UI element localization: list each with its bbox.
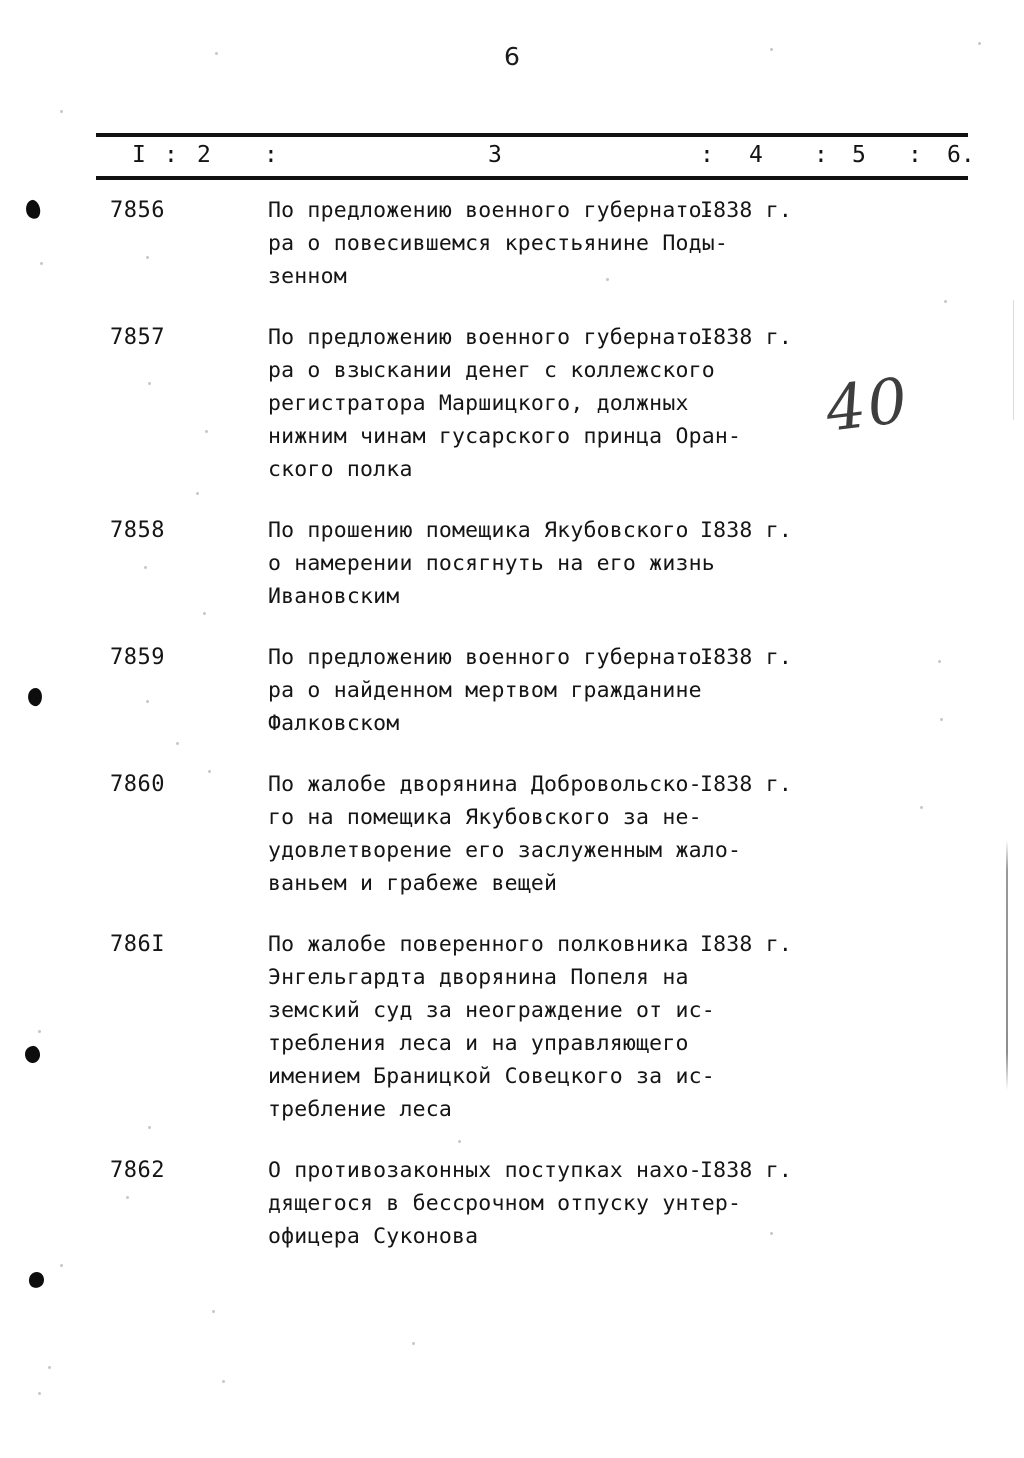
column-header-4: 4 xyxy=(749,142,763,168)
record-text: ваньем и грабеже вещей xyxy=(268,871,558,896)
record-text: О противозаконных поступках нахо- xyxy=(268,1158,702,1183)
record-text-line xyxy=(268,805,828,838)
record-entry xyxy=(0,198,1024,297)
record-description xyxy=(268,932,828,1130)
record-text: Ивановским xyxy=(268,584,400,609)
record-year: I838 г. xyxy=(700,772,793,797)
record-text-line xyxy=(268,932,828,965)
record-text: ра о взыскании денег с коллежского xyxy=(268,358,715,383)
record-text: ра о повесившемся крестьянине Поды- xyxy=(268,231,729,256)
record-text-line xyxy=(268,1031,828,1064)
record-text: удовлетворение его заслуженным жало- xyxy=(268,838,742,863)
record-year: I838 г. xyxy=(700,198,793,223)
record-description xyxy=(268,518,828,617)
record-number: 7857 xyxy=(110,325,165,350)
scan-speckle xyxy=(212,1310,215,1313)
record-text-line xyxy=(268,358,828,391)
record-description xyxy=(268,325,828,490)
column-separator-4: : xyxy=(814,142,828,168)
record-entry xyxy=(0,772,1024,904)
record-year: I838 г. xyxy=(700,932,793,957)
record-list xyxy=(0,198,1024,1285)
record-text: офицера Суконова xyxy=(268,1224,479,1249)
record-text: По прошению помещика Якубовского xyxy=(268,518,689,543)
record-number: 7856 xyxy=(110,198,165,223)
record-text: регистратора Маршицкого, должных xyxy=(268,391,689,416)
scan-speckle xyxy=(412,1342,415,1345)
record-text: Фалковском xyxy=(268,711,400,736)
record-text: дящегося в бессрочном отпуску унтер- xyxy=(268,1191,742,1216)
scan-speckle xyxy=(60,110,63,113)
record-year: I838 г. xyxy=(700,1158,793,1183)
column-header-3: 3 xyxy=(488,142,502,168)
record-text-line xyxy=(268,198,828,231)
record-text-line xyxy=(268,711,828,744)
record-text: го на помещика Якубовского за не- xyxy=(268,805,702,830)
column-header-6: 6. xyxy=(947,142,975,168)
record-number: 786I xyxy=(110,932,165,957)
header-rule-bottom xyxy=(96,176,968,180)
column-separator-3: : xyxy=(700,142,714,168)
handwritten-folio-annotation: 40 xyxy=(821,363,914,446)
record-text: имением Браницкой Совецкого за ис- xyxy=(268,1064,715,1089)
record-entry xyxy=(0,645,1024,744)
record-text: По жалобе дворянина Добровольско- xyxy=(268,772,702,797)
record-text-line xyxy=(268,678,828,711)
scan-speckle xyxy=(38,1392,41,1395)
header-rule-top xyxy=(96,133,968,137)
column-header-2: 2 xyxy=(197,142,211,168)
record-text-line xyxy=(268,1224,828,1257)
record-text-line xyxy=(268,1191,828,1224)
record-text: По предложению военного губернато- xyxy=(268,325,715,350)
record-text-line xyxy=(268,1097,828,1130)
record-description xyxy=(268,772,828,904)
record-year: I838 г. xyxy=(700,518,793,543)
record-text: нижним чинам гусарского принца Оран- xyxy=(268,424,742,449)
record-text-line xyxy=(268,584,828,617)
record-text-line xyxy=(268,264,828,297)
column-header-1: I xyxy=(132,142,146,168)
record-text-line xyxy=(268,772,828,805)
column-separator-2: : xyxy=(264,142,278,168)
column-separator-5: : xyxy=(908,142,922,168)
record-text-line xyxy=(268,551,828,584)
record-text-line xyxy=(268,1158,828,1191)
record-text: По жалобе поверенного полковника xyxy=(268,932,689,957)
record-text-line xyxy=(268,1064,828,1097)
column-header-row xyxy=(96,142,975,174)
record-text: ра о найденном мертвом гражданине xyxy=(268,678,702,703)
record-number: 7862 xyxy=(110,1158,165,1183)
record-text: земский суд за неограждение от ис- xyxy=(268,998,715,1023)
record-text: По предложению военного губернато- xyxy=(268,198,715,223)
record-text-line xyxy=(268,325,828,358)
record-text: требления леса и на управляющего xyxy=(268,1031,689,1056)
record-text-line xyxy=(268,965,828,998)
column-header-5: 5 xyxy=(852,142,866,168)
record-text-line xyxy=(268,457,828,490)
record-text: о намерении посягнуть на его жизнь xyxy=(268,551,715,576)
record-text-line xyxy=(268,424,828,457)
record-entry xyxy=(0,932,1024,1130)
column-separator-1: : xyxy=(164,142,178,168)
scan-speckle xyxy=(48,1366,51,1369)
record-text-line xyxy=(268,838,828,871)
record-text: требление леса xyxy=(268,1097,453,1122)
scan-edge-artifact xyxy=(1013,300,1014,420)
record-description xyxy=(268,198,828,297)
record-text-line xyxy=(268,871,828,904)
scan-speckle xyxy=(222,1380,225,1383)
record-entry xyxy=(0,518,1024,617)
record-description xyxy=(268,645,828,744)
record-year: I838 г. xyxy=(700,645,793,670)
record-text-line xyxy=(268,391,828,424)
page-number: 6 xyxy=(504,42,520,71)
record-text: Энгельгардта дворянина Попеля на xyxy=(268,965,689,990)
record-entry xyxy=(0,1158,1024,1257)
record-number: 7859 xyxy=(110,645,165,670)
record-text-line xyxy=(268,518,828,551)
record-text-line xyxy=(268,998,828,1031)
record-text-line xyxy=(268,645,828,678)
record-number: 7860 xyxy=(110,772,165,797)
record-year: I838 г. xyxy=(700,325,793,350)
record-text: По предложению военного губернато- xyxy=(268,645,715,670)
record-text: зенном xyxy=(268,264,347,289)
record-number: 7858 xyxy=(110,518,165,543)
record-description xyxy=(268,1158,828,1257)
record-text-line xyxy=(268,231,828,264)
scan-edge-artifact xyxy=(1006,840,1008,1090)
record-text: ского полка xyxy=(268,457,413,482)
